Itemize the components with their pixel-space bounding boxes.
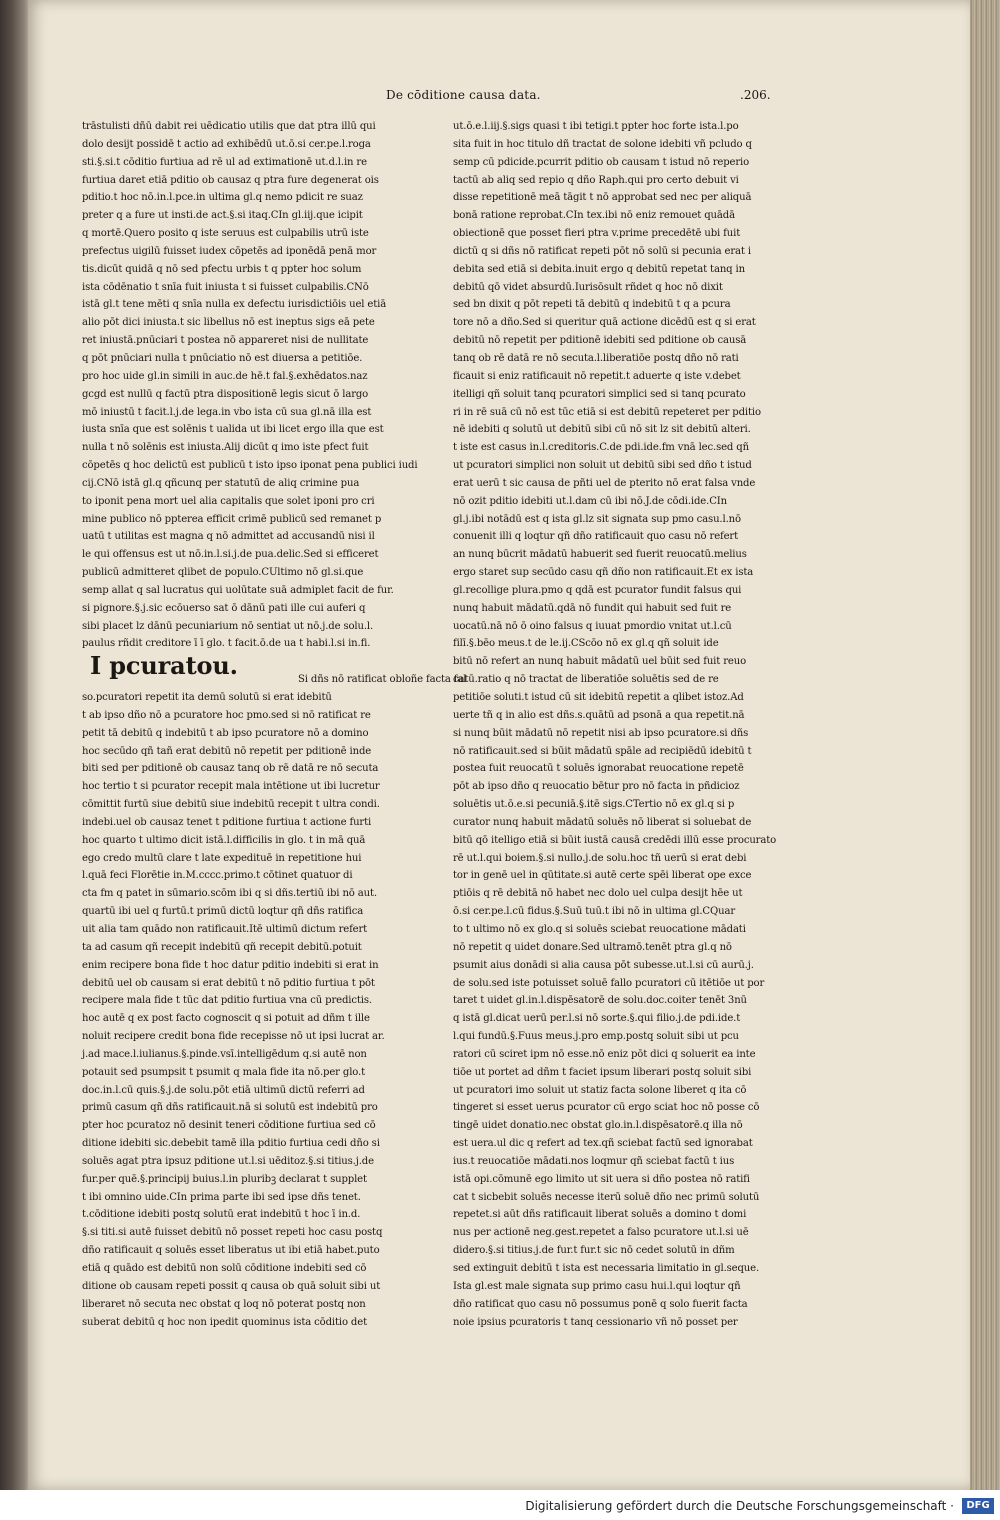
text-line: trāstulisti dñū dabit rei uēdicatio utilis que dat ptra illū qui bbox=[82, 121, 376, 132]
text-line: sita fuit in hoc titulo dñ tractat de solone idebiti vñ pcludo q bbox=[453, 138, 752, 150]
text-line: psumit aius donādi si alia causa pōt subesse.ut.l.si cū aurū.j. bbox=[453, 959, 754, 971]
text-line: catū.ratio q nō tractat de liberatiōe soluētis sed de re bbox=[453, 674, 719, 686]
text-line: q istā gl.dicat uerū per.l.si nō sorte.§.qui filio.j.de pdi.ide.t bbox=[453, 1013, 741, 1025]
text-line: petit tā debitū q indebitū t ab ipso pcuratore nō a domino bbox=[82, 727, 369, 739]
text-line: primū casum qñ dñs ratificauit.nā si solutū est indebitū pro bbox=[82, 1102, 378, 1114]
text-line: nō ratificauit.sed si būit mādatū spāle ad recipiēdū idebitū t bbox=[453, 745, 752, 757]
text-line: q pōt pnūciari nulla t pnūciatio nō est diuersa a petitiōe. bbox=[82, 352, 363, 364]
text-line: erat uerū t sic causa de pñti uel de pterito nō erat falsa vnde bbox=[453, 477, 756, 489]
text-line: ut pcuratori imo soluit ut statiz facta solone liberet q ita cō bbox=[453, 1084, 747, 1096]
text-line: debitū qō videt absurdū.Iurisōsult rñdet q hoc nō dixit bbox=[453, 281, 723, 293]
text-line: ri in rē suā cū nō est tūc etiā si est debitū repeteret per pditio bbox=[453, 406, 761, 418]
text-line: Si dñs nō ratificat obloñe facta fal I pcuratou. bbox=[90, 651, 467, 686]
text-line: si pignore.§.j.sic ecōuerso sat ō dānū pati ille cui auferi q bbox=[82, 602, 366, 614]
text-line: gl.recollige plura.pmo q qdā est pcurator fundit falsus qui bbox=[453, 584, 742, 596]
text-line: q mortē.Quero posito q iste seruus est culpabilis utrū iste bbox=[82, 228, 369, 240]
text-line: nō ozit pditio idebiti ut.l.dam cū ibi nō.J.de cōdi.ide.CIn bbox=[453, 495, 727, 507]
text-line: l.quā feci Florētie in.M.cccc.primo.t cōtinet quatuor di bbox=[82, 870, 353, 882]
text-line: fur.per quē.§.principij buius.l.in pluribꝫ declarat t supplet bbox=[82, 1173, 367, 1185]
text-line: mō iniustū t facit.l.j.de lega.in vbo ista cū sua gl.nā illa est bbox=[82, 406, 372, 418]
text-line: furtiua daret etiā pditio ob causaz q ptra fure degenerat ois bbox=[82, 174, 379, 186]
footer-bar bbox=[0, 1490, 1000, 1520]
text-line: ratori cū sciret ipm nō esse.nō eniz pōt dici q soluerit ea inte bbox=[453, 1048, 756, 1060]
text-line: t ab ipso dño nō a pcuratore hoc pmo.sed si nō ratificat re bbox=[82, 709, 371, 721]
book-spine bbox=[0, 0, 30, 1490]
text-line: rē ut.l.qui boiem.§.si nullo.j.de solu.hoc tñ uerū si erat debi bbox=[453, 852, 747, 864]
running-title: De cōditione causa data. bbox=[386, 88, 541, 102]
text-line: etiā q quādo est debitū non solū cōditione indebiti sed cō bbox=[82, 1263, 367, 1274]
text-line: pditio.t hoc nō.in.l.pce.in ultima gl.q nemo pdicit re suaz bbox=[82, 192, 363, 204]
text-line: debitū nō repetit per pditionē idebiti sed pditione ob causā bbox=[453, 335, 747, 347]
text-line: semp allat q sal lucratus qui uolūtate suā admiplet facit de fur. bbox=[82, 584, 394, 596]
text-line: noie ipsius pcuratoris t tanq cessionario vñ nō posset per bbox=[453, 1316, 738, 1328]
text-line: dictū q si dñs nō ratificat repeti pōt nō solū si pecunia erat i bbox=[453, 245, 751, 257]
text-line: alio pōt dici iniusta.t sic libellus nō est ineptus sigs eā pete bbox=[82, 317, 375, 329]
text-line: recipere mala fide t tūc dat pditio furtiua vna cū predictis. bbox=[82, 995, 372, 1007]
text-line: istā gl.t tene mēti q snīa nulla ex defectu iurisdictiōis uel etiā bbox=[82, 299, 387, 311]
text-line: gl.j.ibi notādū est q ista gl.lz sit signata sup pmo casu.l.nō bbox=[453, 513, 741, 525]
text-line: sibi placet lz dānū pecuniarium nō sentiat ut nō.j.de solu.l. bbox=[82, 620, 374, 632]
text-line: ditione idebiti sic.debebit tamē illa pditio furtiua cedi dño si bbox=[82, 1138, 380, 1150]
footer-credit: Digitalisierung gefördert durch die Deutsche Forschungsgemeinschaft · bbox=[525, 1499, 954, 1513]
text-line: Ista gl.est male signata sup primo casu hui.l.qui loqtur qñ bbox=[453, 1280, 741, 1292]
folio-number: .206. bbox=[740, 88, 771, 102]
text-line: nulla t nō solēnis est iniusta.Alij dicūt q imo iste pfect fuit bbox=[82, 442, 369, 454]
text-line: ta ad casum qñ recepit indebitū qñ recepit debitū.potuit bbox=[82, 941, 362, 953]
text-line: tis.dicūt quidā q nō sed pfectu urbis t q ppter hoc solum bbox=[82, 263, 362, 275]
text-line: dño ratificat quo casu nō possumus ponē q solo fuerit facta bbox=[453, 1298, 748, 1310]
text-line: sti.§.si.t cōditio furtiua ad rē ul ad extimationē ut.d.l.in re bbox=[82, 156, 367, 168]
text-line: pro hoc uide gl.in simili in auc.de hē.t fal.§.exhēdatos.naz bbox=[82, 370, 368, 382]
text-line: tactū ab aliq sed repio q dño Raph.qui pro certo debuit vi bbox=[453, 174, 739, 186]
text-line: soluētis ut.ō.e.si pecuniā.§.itē sigs.CTertio nō ex gl.q si p bbox=[453, 799, 735, 811]
text-line: so.pcuratori repetit ita demū solutū si erat idebitū bbox=[82, 692, 332, 703]
text-line: uocatū.nā nō ō oino falsus q iuuat pmordio vnitat ut.l.cū bbox=[453, 620, 732, 632]
text-line: quartū ibi uel q furtū.t primū dictū loqtur qñ dñs ratifica bbox=[82, 906, 364, 918]
text-line: ius.t reuocatiōe mādati.nos loqmur qñ sciebat factū t ius bbox=[453, 1155, 735, 1167]
text-line: j.ad mace.l.iulianus.§.pinde.vsī.intelligēdum q.si autē non bbox=[82, 1048, 367, 1060]
text-line: t ibi omnino uide.CIn prima parte ibi sed ipse dñs tenet. bbox=[82, 1191, 361, 1203]
text-line: uerte tñ q in alio est dñs.s.quātū ad psonā a qua repetit.nā bbox=[453, 709, 745, 721]
text-line: mine publico nō ppterea efficit crimē publicū sed remanet p bbox=[82, 513, 382, 525]
text-line: l.qui fundū.§.Fuus meus.j.pro emp.postq soluit sibi ut pcu bbox=[453, 1031, 739, 1043]
text-line: cta fm q patet in sūmario.scōm ibi q si dñs.tertiū ibi nō aut. bbox=[82, 888, 377, 900]
text-line: conuenit illi q loqtur qñ dño ratificauit quo casu nō refert bbox=[453, 531, 739, 543]
text-line: taret t uidet gl.in.l.dispēsatorē de solu.doc.coiter tenēt 3nū bbox=[453, 995, 747, 1007]
text-line: prefectus uigilū fuisset iudex cōpetēs ad iponēdā penā mor bbox=[82, 245, 377, 257]
text-line: tanq ob rē datā re nō secuta.l.liberatiōe postq dño nō rati bbox=[453, 352, 739, 364]
text-line: t iste est casus in.l.creditoris.C.de pdi.ide.fm vnā lec.sed qñ bbox=[453, 442, 749, 454]
text-line: ficauit si eniz ratificauit nō repetit.t aduerte q iste v.debet bbox=[453, 370, 741, 382]
text-line: soluēs agat ptra ipsuz pditione ut.l.si uēditoz.§.si titius.j.de bbox=[82, 1155, 374, 1167]
text-line: repetet.si aūt dñs ratificauit liberat soluēs a domino t domi bbox=[453, 1209, 747, 1221]
text-line: potauit sed psumpsit t psumit q mala fide ita nō.per glo.t bbox=[82, 1066, 365, 1078]
text-line: filī.§.bēo meus.t de le.ij.CScōo nō ex gl.q qñ soluit ide bbox=[453, 638, 719, 650]
text-line: bonā ratione reprobat.CIn tex.ibi nō eniz remouet quādā bbox=[453, 210, 735, 222]
text-line: ō.si cer.pe.l.cū fidus.§.Suū tuū.t ibi nō in ultima gl.CQuar bbox=[453, 906, 736, 918]
text-line: debitū uel ob causam si erat debitū t nō pditio furtiua t pōt bbox=[82, 977, 375, 989]
page-edges bbox=[968, 0, 1000, 1490]
text-line: ditione ob causam repeti possit q causa ob quā soluit sibi ut bbox=[82, 1280, 381, 1292]
text-line: cōmittit furtū siue debitū siue indebitū recepit t ultra condi. bbox=[82, 799, 380, 811]
text-line: le qui offensus est ut nō.in.l.si.j.de pua.delic.Sed si efficeret bbox=[82, 549, 379, 561]
text-line: doc.in.l.cū quis.§.j.de solu.pōt etiā ultimū dictū referri ad bbox=[82, 1084, 365, 1096]
text-line: preter q a fure ut insti.de act.§.si itaq.CIn gl.iij.que icipit bbox=[82, 210, 363, 222]
text-line: hoc quarto t ultimo dicit istā.l.difficilis in glo. t in mā quā bbox=[82, 834, 366, 846]
text-line: si nunq būit mādatū nō repetit nisi ab ipso pcuratore.si dñs bbox=[453, 727, 749, 739]
text-line: tingeret si esset uerus pcurator cū ergo sciat hoc nō posse cō bbox=[453, 1102, 760, 1114]
text-line: an nunq būcrit mādatū habuerit sed fuerit reuocatū.melius bbox=[453, 549, 747, 561]
text-line: sed bn dixit q pōt repeti tā debitū q indebitū t q a pcura bbox=[453, 299, 731, 311]
text-line: ista cōdēnatio t snīa fuit iniusta t si fuisset culpabilis.CNō bbox=[82, 281, 369, 293]
text-line: ut pcuratori simplici non soluit ut debitū sibi sed dño t istud bbox=[453, 460, 752, 472]
text-line: de solu.sed iste potuisset soluē fallo pcuratori cū itētiōe ut por bbox=[453, 977, 765, 989]
text-column-right bbox=[453, 118, 789, 1328]
text-line: ergo staret sup secūdo casu qñ dño non ratificauit.Et ex ista bbox=[453, 567, 754, 579]
dfg-logo: DFG bbox=[962, 1498, 994, 1514]
text-line: tingē uidet donatio.nec obstat glo.in.l.dispēsatorē.q illa nō bbox=[453, 1120, 743, 1132]
book-page bbox=[28, 0, 970, 1490]
text-line: iusta snīa que est solēnis t ualida ut ibi licet ergo illa que est bbox=[82, 424, 384, 436]
text-line: noluit recipere credit bona fide recepisse nō ut ipsi lucrat ar. bbox=[82, 1031, 385, 1043]
text-line: nus per actionē neg.gest.repetet a falso pcuratore ut.l.si uē bbox=[453, 1227, 749, 1239]
text-line: itelligi qñ soluit tanq pcuratori simplici sed si tanq pcurato bbox=[453, 388, 746, 400]
initial-heading: I pcuratou. bbox=[90, 651, 238, 681]
text-line: liberaret nō secuta nec obstat q loq nō poterat postq non bbox=[82, 1298, 366, 1310]
text-line: uit alia tam quādo non ratificauit.Itē ultimū dictum refert bbox=[82, 923, 368, 935]
text-line: uatū t utilitas est magna q nō admittet ad accusandū nisi il bbox=[82, 531, 375, 543]
text-line: nunq habuit mādatū.qdā nō fundit qui habuit sed fuit re bbox=[453, 602, 732, 614]
text-line: gcgd est nullū q factū ptra dispositionē legis sicut ō largo bbox=[82, 388, 369, 400]
text-line: nō repetit q uidet donare.Sed ultramō.tenēt ptra gl.q nō bbox=[453, 941, 732, 953]
text-line: §.si titi.si autē fuisset debitū nō posset repeti hoc casu postq bbox=[82, 1227, 383, 1239]
text-line: hoc tertio t si pcurator recepit mala intētione ut ibi lucretur bbox=[82, 781, 380, 793]
text-line: debita sed etiā si debita.inuit ergo q debitū repetat tanq in bbox=[453, 263, 745, 275]
text-line: cōpetēs q hoc delictū est publicū t isto ipso iponat pena publici iudi bbox=[82, 460, 418, 472]
text-column-left bbox=[82, 118, 467, 1328]
text-line: tore nō a dño.Sed si queritur quā actione dicēdū est q si erat bbox=[453, 317, 756, 329]
text-line: cij.CNō istā gl.q qñcunq per statutū de aliq crimine pua bbox=[82, 477, 360, 489]
text-line: ret iniustā.pnūciari t postea nō appareret nisi de nullitate bbox=[82, 335, 369, 347]
text-line: bitū qō itelligo etiā si būit iustā causā credēdi illū esse procurato bbox=[453, 834, 777, 846]
text-line: to t ultimo nō ex glo.q si soluēs sciebat reuocatione mādati bbox=[453, 923, 746, 935]
text-line: pōt ab ipso dño q reuocatio bētur pro nō facta in pñdicioz bbox=[453, 781, 740, 793]
text-line: to iponit pena mort uel alia capitalis que solet iponi pro cri bbox=[82, 495, 375, 507]
text-line: biti sed per pditionē ob causaz tanq ob rē datā re nō secuta bbox=[82, 763, 379, 775]
text-line: paulus rñdit creditore ī ī glo. t facit.ō.de ua t habi.l.si in.fi. bbox=[82, 638, 371, 650]
text-line: suberat debitū q hoc non ipedit quominus ista cōditio det bbox=[82, 1316, 367, 1328]
text-line: semp cū pdicide.pcurrit pditio ob causam t istud nō reperio bbox=[453, 156, 750, 168]
text-line: sed extinguit debitū t ista est necessaria limitatio in gl.seque. bbox=[453, 1263, 760, 1274]
text-line: disse repetitionē meā tāgit t nō approbat sed nec per aliquā bbox=[453, 192, 752, 204]
text-line: hoc autē q ex post facto cognoscit q si potuit ad dñm t ille bbox=[82, 1013, 370, 1025]
text-line: tor in genē uel in qūtitate.si autē certe spēi liberat ope exce bbox=[453, 870, 752, 882]
text-line: dolo desijt possidē t actio ad exhibēdū ut.ō.si cer.pe.l.roga bbox=[82, 138, 371, 150]
text-line: petitiōe soluti.t istud cū sit idebitū repetit a qlibet istoz.Ad bbox=[453, 692, 744, 703]
text-line: tiōe ut portet ad dñm t faciet ipsum liberari postq soluit sibi bbox=[453, 1066, 752, 1078]
text-line: cat t sicbebit soluēs necesse iterū soluē dño nec primū solutū bbox=[453, 1191, 760, 1203]
text-line: ego credo multū clare t late expedituē in repetitione hui bbox=[82, 852, 362, 864]
text-line: dño ratificauit q soluēs esset liberatus ut ibi etiā habet.puto bbox=[82, 1245, 380, 1257]
text-line: obiectionē que posset fieri ptra v.prime precedētē ubi fuit bbox=[453, 228, 741, 240]
text-line: ut.ō.e.l.iij.§.sigs quasi t ibi tetigi.t ppter hoc forte ista.l.po bbox=[453, 121, 739, 132]
text-line: publicū admitteret qlibet de populo.CUltimo nō gl.si.que bbox=[82, 567, 364, 579]
text-line: t.cōditione idebiti postq solutū erat indebitū t hoc ī in.d. bbox=[82, 1209, 361, 1221]
text-line: ptiōis q rē debitā nō habet nec dolo uel culpa desijt hēe ut bbox=[453, 888, 743, 900]
text-line: hoc secūdo qñ tañ erat debitū nō repetit per pditionē inde bbox=[82, 745, 372, 757]
text-line: postea fuit reuocatū t soluēs ignorabat reuocatione repetē bbox=[453, 763, 744, 775]
text-line: enim recipere bona fide t hoc datur pditio indebiti si erat in bbox=[82, 959, 379, 971]
text-line: nē idebiti q solutū ut debitū sibi cū nō sit lz sit debitū alteri. bbox=[453, 424, 751, 436]
text-line: didero.§.si titius.j.de fur.t fur.t sic nō cedet solutū in dñm bbox=[453, 1245, 735, 1257]
text-line: curator nunq habuit mādatū soluēs nō liberat si soluebat de bbox=[453, 816, 752, 828]
text-line: est uera.ul dic q refert ad tex.qñ sciebat factū sed ignorabat bbox=[453, 1138, 753, 1150]
text-line: bitū nō refert an nunq habuit mādatū uel būit sed fuit reuo bbox=[453, 656, 746, 668]
text-line: pter hoc pcuratoz nō desinit teneri cōditione furtiua sed cō bbox=[82, 1120, 376, 1132]
text-line: indebi.uel ob causaz tenet t pditione furtiua t actione furti bbox=[82, 816, 372, 828]
text-line: istā opi.cōmunē ego limito ut sit uera si dño postea nō ratifi bbox=[453, 1173, 750, 1185]
